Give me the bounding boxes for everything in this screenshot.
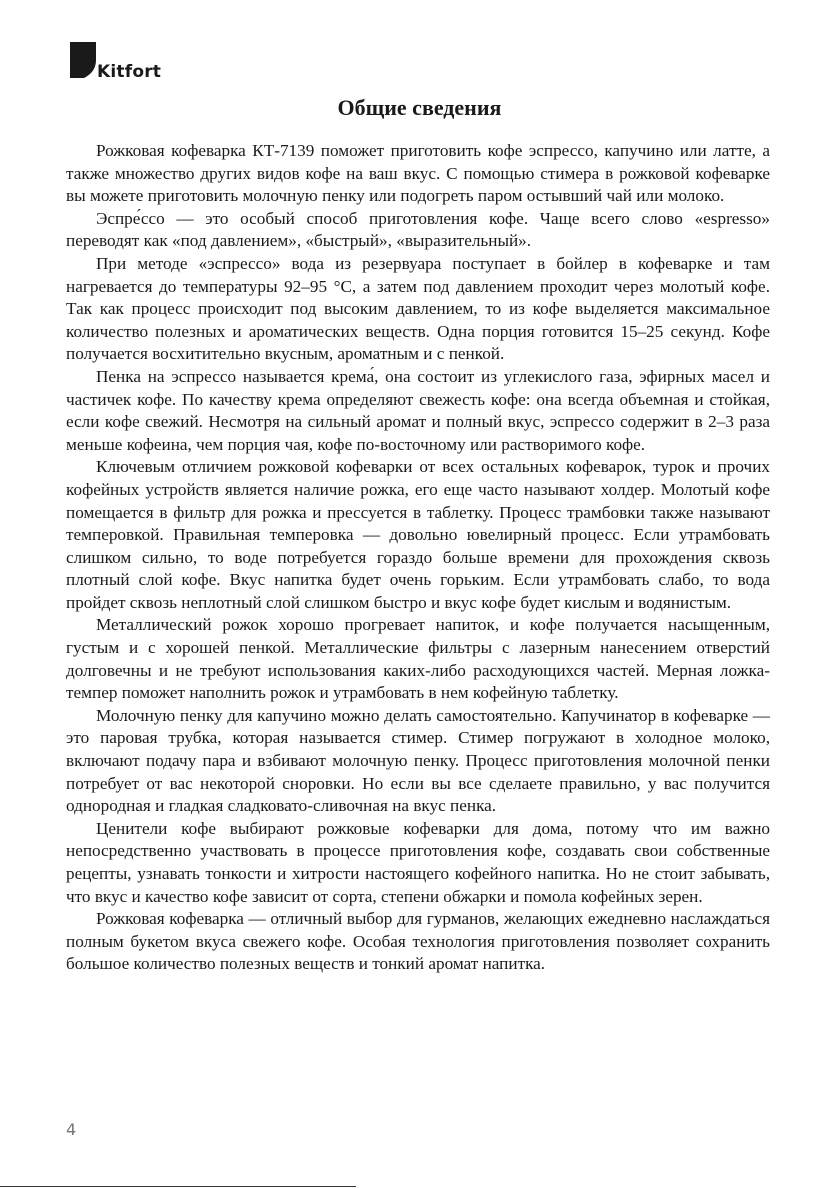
- article-body: [66, 140, 770, 976]
- paragraph: Рожковая кофеварка — отличный выбор для гурманов, желающих ежедневно наслаждаться полным букетом вкуса свежего кофе. Особая технология приготовления позволяет сохранить большое количество полезных веществ и тонкий аромат напитка.: [66, 909, 770, 974]
- brand-name: Kitfort: [97, 62, 162, 82]
- paragraph: Пенка на эспрессо называется крема́, она состоит из углекислого газа, эфирных масел и частичек кофе. По качеству крема определяют свежесть кофе: она всегда объемная и стойкая, если кофе свежий. Несмотря на сильный аромат и полный вкус, эспрессо содержит в 2–3 раза меньше кофеина, чем порция чая, кофе по-восточному или растворимого кофе.: [66, 366, 770, 454]
- page-number: 4: [66, 1120, 77, 1139]
- paragraph: Молочную пенку для капучино можно делать самостоятельно. Капучинатор в кофеварке — это паровая трубка, которая называется стимер. Стимер погружают в холодное молоко, включают подачу пара и взбивают молочную пенку. Процесс приготовления молочной пенки потребует от вас некоторой сноровки. Но если вы все сделаете правильно, у вас получится однородная и гладкая сладковато-сливочная на вкус пенка.: [66, 705, 770, 816]
- paragraph: Эспре́ссо — это особый способ приготовления кофе. Чаще всего слово «espresso» переводят как «под давлением», «быстрый», «выразительный».: [66, 208, 770, 251]
- paragraph: Рожковая кофеварка КТ-7139 поможет приготовить кофе эспрессо, капучино или латте, а также множество других видов кофе на ваш вкус. С помощью стимера в рожковой кофеварке вы можете приготовить молочную пенку или подогреть паром остывший чай или молоко.: [66, 141, 770, 206]
- brand-logo: [66, 38, 161, 80]
- footer-divider: [0, 1186, 356, 1187]
- page-title: Общие сведения: [337, 95, 502, 120]
- paragraph: Металлический рожок хорошо прогревает напиток, и кофе получается насыщенным, густым и с хорошей пенкой. Металлические фильтры с лазерным нанесением отверстий долговечны и не требуют использования каких-либо расходующихся частей. Мерная ложка-темпер поможет наполнить рожок и утрамбовать в нем кофейную таблетку.: [66, 615, 770, 703]
- kitfort-logo-icon: [66, 38, 100, 80]
- paragraph: Ценители кофе выбирают рожковые кофеварки для дома, потому что им важно непосредственно участвовать в процессе приготовления кофе, создавать свои собственные рецепты, узнавать тонкости и хитрости настоящего кофейного напитка. Но не стоит забывать, что вкус и качество кофе зависит от сорта, степени обжарки и помола кофейных зерен.: [66, 818, 770, 906]
- paragraph: Ключевым отличием рожковой кофеварки от всех остальных кофеварок, турок и прочих кофейных устройств является наличие рожка, его еще часто называют холдер. Молотый кофе помещается в фильтр для рожка и прессуется в таблетку. Процесс трамбовки также называют темперовкой. Правильная темперовка — довольно ювелирный процесс. Если утрамбовать слишком сильно, то воде потребуется гораздо больше времени для прохождения сквозь плотный слой кофе. Вкус напитка будет очень горьким. Если утрамбовать слабо, то вода пройдет сквозь неплотный слой слишком быстро и вкус кофе будет кислым и водянистым.: [66, 457, 770, 612]
- paragraph: При методе «эспрессо» вода из резервуара поступает в бойлер в кофеварке и там нагревается до температуры 92–95 °С, а затем под давлением проходит через молотый кофе. Так как процесс происходит под высоким давлением, то из кофе выделяется максимальное количество полезных и ароматических веществ. Одна порция готовится 15–25 секунд. Кофе получается восхитительно вкусным, ароматным и с пенкой.: [66, 253, 770, 364]
